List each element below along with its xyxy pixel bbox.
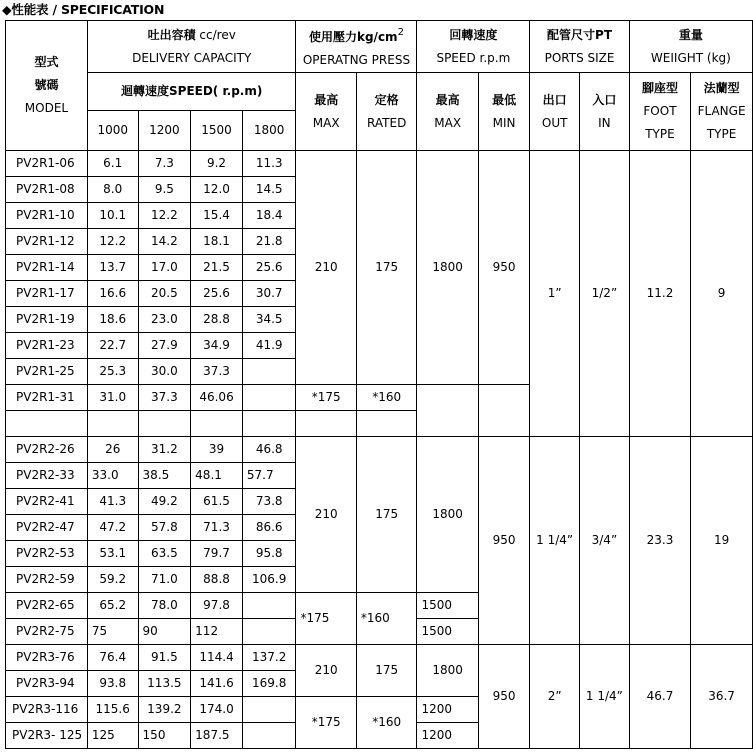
value-cell: 125 xyxy=(87,723,138,749)
value-cell: 31.0 xyxy=(87,385,138,411)
press-max-cell: 210 xyxy=(296,437,356,593)
rpm-1200-header: 1200 xyxy=(138,111,191,151)
value-cell: 63.5 xyxy=(138,541,191,567)
value-cell: 22.7 xyxy=(87,333,138,359)
value-cell: 78.0 xyxy=(138,593,191,619)
speed-max-header: 最高 MAX xyxy=(417,73,478,151)
value-cell: 65.2 xyxy=(87,593,138,619)
model-cell: PV2R2-47 xyxy=(6,515,88,541)
operating-press-header: 使用壓力$kg/cm^2$ OPERATNG PRESS xyxy=(296,21,417,73)
rpm-1800-header: 1800 xyxy=(242,111,296,151)
value-cell: 9.5 xyxy=(138,177,191,203)
value-cell: 75 xyxy=(87,619,138,645)
value-cell: 48.1 xyxy=(191,463,243,489)
value-cell: 73.8 xyxy=(242,489,296,515)
ports-size-header: 配管尺寸PT PORTS SIZE xyxy=(530,21,629,73)
foot-weight-cell: 11.2 xyxy=(629,151,690,437)
value-cell: 46.8 xyxy=(242,437,296,463)
value-cell: 71.0 xyxy=(138,567,191,593)
value-cell: 114.4 xyxy=(191,645,243,671)
speed-min-cell: 950 xyxy=(478,645,529,749)
value-cell: 30.0 xyxy=(138,359,191,385)
value-cell: 39 xyxy=(191,437,243,463)
value-cell: 30.7 xyxy=(242,281,296,307)
value-cell: 95.8 xyxy=(242,541,296,567)
table-row xyxy=(6,645,753,671)
press-rated-cell: *160 xyxy=(356,697,417,749)
value-cell: 38.5 xyxy=(138,463,191,489)
model-cell: PV2R1-10 xyxy=(6,203,88,229)
model-cell: PV2R3-76 xyxy=(6,645,88,671)
value-cell: 139.2 xyxy=(138,697,191,723)
value-cell: 33.0 xyxy=(87,463,138,489)
value-cell: 174.0 xyxy=(191,697,243,723)
value-cell: 6.1 xyxy=(87,151,138,177)
press-max-cell: 210 xyxy=(296,645,356,697)
model-cell: PV2R1-23 xyxy=(6,333,88,359)
blank-cell xyxy=(296,411,356,437)
port-in-header: 入口 IN xyxy=(580,73,630,151)
flange-weight-cell: 9 xyxy=(691,151,753,437)
blank-cell xyxy=(191,411,243,437)
value-cell: 21.5 xyxy=(191,255,243,281)
blank-cell xyxy=(6,411,88,437)
value-cell: 34.5 xyxy=(242,307,296,333)
speed-max-cell: 1500 xyxy=(417,619,478,645)
model-cell: PV2R2-75 xyxy=(6,619,88,645)
model-cell: PV2R2-53 xyxy=(6,541,88,567)
model-cell: PV2R1-08 xyxy=(6,177,88,203)
speed-max-cell: 1500 xyxy=(417,593,478,619)
speed-min-header: 最低 MIN xyxy=(478,73,529,151)
table-row xyxy=(6,437,753,463)
model-cell: PV2R2-59 xyxy=(6,567,88,593)
value-cell: 88.8 xyxy=(191,567,243,593)
press-rated-cell: 175 xyxy=(356,151,417,385)
value-cell xyxy=(242,723,296,749)
press-rated-cell: 175 xyxy=(356,437,417,593)
weight-header: 重量 WEIIGHT (kg) xyxy=(629,21,752,73)
speed-header: 回轉速度 SPEED r.p.m xyxy=(417,21,530,73)
value-cell: 113.5 xyxy=(138,671,191,697)
value-cell: 37.3 xyxy=(191,359,243,385)
press-max-cell: *175 xyxy=(296,385,356,411)
value-cell: 12.0 xyxy=(191,177,243,203)
value-cell: 10.1 xyxy=(87,203,138,229)
value-cell: 12.2 xyxy=(138,203,191,229)
rpm-1500-header: 1500 xyxy=(191,111,243,151)
port-in-cell: 1 1/4” xyxy=(580,645,630,749)
value-cell: 13.7 xyxy=(87,255,138,281)
value-cell: 57.8 xyxy=(138,515,191,541)
value-cell xyxy=(242,359,296,385)
model-cell: PV2R2-65 xyxy=(6,593,88,619)
press-max-cell: 210 xyxy=(296,151,356,385)
flange-weight-cell: 36.7 xyxy=(691,645,753,749)
value-cell: 61.5 xyxy=(191,489,243,515)
foot-weight-cell: 46.7 xyxy=(629,645,690,749)
model-cell: PV2R1-17 xyxy=(6,281,88,307)
speed-max-cell: 1800 xyxy=(417,437,478,593)
model-cell: PV2R1-25 xyxy=(6,359,88,385)
press-rated-cell: *160 xyxy=(356,385,417,411)
press-max-header: 最高 MAX xyxy=(296,73,356,151)
value-cell: 141.6 xyxy=(191,671,243,697)
value-cell: 18.6 xyxy=(87,307,138,333)
speed-min-cell: 950 xyxy=(478,151,529,385)
value-cell: 49.2 xyxy=(138,489,191,515)
value-cell: 9.2 xyxy=(191,151,243,177)
value-cell: 79.7 xyxy=(191,541,243,567)
foot-weight-cell: 23.3 xyxy=(629,437,690,645)
value-cell: 57.7 xyxy=(242,463,296,489)
value-cell: 14.5 xyxy=(242,177,296,203)
rpm-1000-header: 1000 xyxy=(87,111,138,151)
value-cell: 137.2 xyxy=(242,645,296,671)
port-out-cell: 1 1/4” xyxy=(530,437,580,645)
value-cell: 14.2 xyxy=(138,229,191,255)
foot-type-header: 腳座型 FOOT TYPE xyxy=(629,73,690,151)
model-cell: PV2R1-19 xyxy=(6,307,88,333)
value-cell xyxy=(242,593,296,619)
speed-max-cell xyxy=(417,385,478,437)
blank-cell xyxy=(356,411,417,437)
port-in-cell: 1/2” xyxy=(580,151,630,437)
table-row xyxy=(6,151,753,177)
page-title: ◆性能表 / SPECIFICATION xyxy=(2,2,165,17)
flange-weight-cell: 19 xyxy=(691,437,753,645)
value-cell: 16.6 xyxy=(87,281,138,307)
value-cell: 7.3 xyxy=(138,151,191,177)
value-cell: 47.2 xyxy=(87,515,138,541)
port-out-cell: 1” xyxy=(530,151,580,437)
port-in-cell: 3/4” xyxy=(580,437,630,645)
value-cell: 34.9 xyxy=(191,333,243,359)
speed-min-cell: 950 xyxy=(478,437,529,645)
value-cell: 150 xyxy=(138,723,191,749)
speed-min-cell xyxy=(478,385,529,437)
value-cell: 20.5 xyxy=(138,281,191,307)
value-cell: 46.06 xyxy=(191,385,243,411)
speed-max-cell: 1200 xyxy=(417,697,478,723)
speed-max-cell: 1200 xyxy=(417,723,478,749)
port-out-header: 出口 OUT xyxy=(530,73,580,151)
press-rated-header: 定格 RATED xyxy=(356,73,417,151)
value-cell: 18.1 xyxy=(191,229,243,255)
model-cell: PV2R1-12 xyxy=(6,229,88,255)
model-header: 型式 號碼 MODEL xyxy=(6,21,88,151)
specification-table xyxy=(5,20,753,749)
model-cell: PV2R2-33 xyxy=(6,463,88,489)
value-cell: 86.6 xyxy=(242,515,296,541)
blank-cell xyxy=(138,411,191,437)
value-cell: 28.8 xyxy=(191,307,243,333)
speed-max-cell: 1800 xyxy=(417,645,478,697)
value-cell: 169.8 xyxy=(242,671,296,697)
model-cell: PV2R2-41 xyxy=(6,489,88,515)
value-cell: 71.3 xyxy=(191,515,243,541)
value-cell: 15.4 xyxy=(191,203,243,229)
model-cell: PV2R2-26 xyxy=(6,437,88,463)
model-cell: PV2R1-31 xyxy=(6,385,88,411)
value-cell: 17.0 xyxy=(138,255,191,281)
value-cell xyxy=(242,385,296,411)
press-rated-cell: 175 xyxy=(356,645,417,697)
value-cell: 23.0 xyxy=(138,307,191,333)
value-cell xyxy=(242,697,296,723)
value-cell: 93.8 xyxy=(87,671,138,697)
press-max-cell: *175 xyxy=(296,593,356,645)
value-cell: 76.4 xyxy=(87,645,138,671)
value-cell: 112 xyxy=(191,619,243,645)
value-cell: 41.3 xyxy=(87,489,138,515)
speed-max-cell: 1800 xyxy=(417,151,478,385)
value-cell: 8.0 xyxy=(87,177,138,203)
value-cell: 41.9 xyxy=(242,333,296,359)
model-cell: PV2R3-94 xyxy=(6,671,88,697)
value-cell: 31.2 xyxy=(138,437,191,463)
value-cell: 59.2 xyxy=(87,567,138,593)
value-cell: 25.6 xyxy=(191,281,243,307)
port-out-cell: 2” xyxy=(530,645,580,749)
value-cell: 37.3 xyxy=(138,385,191,411)
model-cell: PV2R1-06 xyxy=(6,151,88,177)
rotation-speed-header: 迴轉速度SPEED( r.p.m) xyxy=(87,73,296,111)
model-cell: PV2R3-116 xyxy=(6,697,88,723)
value-cell: 18.4 xyxy=(242,203,296,229)
value-cell xyxy=(242,619,296,645)
value-cell: 187.5 xyxy=(191,723,243,749)
blank-cell xyxy=(87,411,138,437)
value-cell: 25.6 xyxy=(242,255,296,281)
value-cell: 25.3 xyxy=(87,359,138,385)
value-cell: 21.8 xyxy=(242,229,296,255)
model-cell: PV2R3- 125 xyxy=(6,723,88,749)
value-cell: 27.9 xyxy=(138,333,191,359)
value-cell: 26 xyxy=(87,437,138,463)
value-cell: 12.2 xyxy=(87,229,138,255)
press-rated-cell: *160 xyxy=(356,593,417,645)
delivery-capacity-header: 吐出容積 cc/rev DELIVERY CAPACITY xyxy=(87,21,296,73)
flange-type-header: 法蘭型 FLANGE TYPE xyxy=(691,73,753,151)
value-cell: 106.9 xyxy=(242,567,296,593)
press-max-cell: *175 xyxy=(296,697,356,749)
blank-cell xyxy=(242,411,296,437)
value-cell: 115.6 xyxy=(87,697,138,723)
value-cell: 11.3 xyxy=(242,151,296,177)
model-cell: PV2R1-14 xyxy=(6,255,88,281)
value-cell: 91.5 xyxy=(138,645,191,671)
value-cell: 53.1 xyxy=(87,541,138,567)
value-cell: 97.8 xyxy=(191,593,243,619)
value-cell: 90 xyxy=(138,619,191,645)
